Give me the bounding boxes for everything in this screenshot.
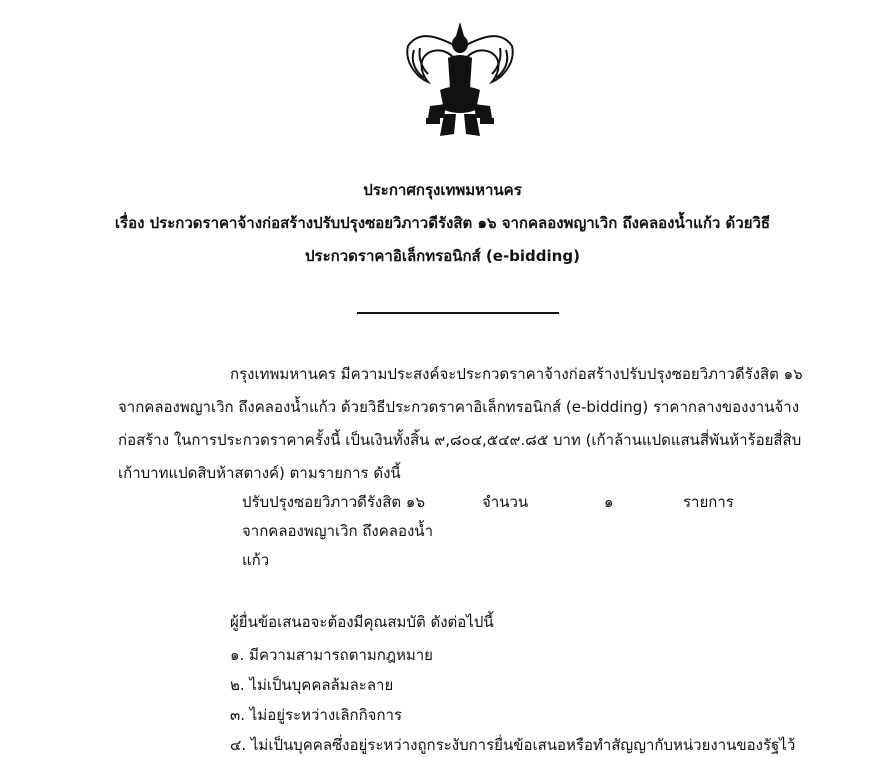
title-divider (357, 312, 559, 314)
item-name-line1: ปรับปรุงซอยวิภาวดีรังสิต ๑๖ (242, 493, 425, 511)
body-line-1: กรุงเทพมหานคร มีความประสงค์จะประกวดราคาจ้างก่อสร้างปรับปรุงซอยวิภาวดีรังสิต ๑๖ (230, 365, 803, 383)
document-issuer: ประกาศกรุงเทพมหานคร (363, 181, 522, 199)
body-line-3: ก่อสร้าง ในการประกวดราคาครั้งนี้ เป็นเงินทั้งสิ้น ๙,๘๐๔,๕๔๙.๘๕ บาท (เก้าล้านแปดแสนสี่พันห้าร้อยสี่สิบ (118, 431, 802, 449)
item-qty-label: จำนวน (482, 493, 529, 511)
item-name-line3: แก้ว (242, 551, 270, 569)
qualifications-heading: ผู้ยื่นข้อเสนอจะต้องมีคุณสมบัติ ดังต่อไปนี้ (230, 613, 494, 631)
garuda-emblem-icon (400, 18, 520, 143)
qualification-item-4: ๔. ไม่เป็นบุคคลซึ่งอยู่ระหว่างถูกระงับการยื่นข้อเสนอหรือทำสัญญากับหน่วยงานของรัฐไว้ (230, 736, 796, 754)
qualification-item-1: ๑. มีความสามารถตามกฎหมาย (230, 646, 433, 664)
document-subject-line2: ประกวดราคาอิเล็กทรอนิกส์ (e-bidding) (305, 247, 580, 265)
item-name-line2: จากคลองพญาเวิก ถึงคลองน้ำ (242, 522, 433, 540)
body-line-2: จากคลองพญาเวิก ถึงคลองน้ำแก้ว ด้วยวิธีประกวดราคาอิเล็กทรอนิกส์ (e-bidding) ราคากลางของงานจ้าง (118, 398, 800, 416)
item-qty: ๑ (604, 493, 614, 511)
qualification-item-3: ๓. ไม่อยู่ระหว่างเลิกกิจการ (230, 706, 403, 724)
item-unit: รายการ (683, 493, 734, 511)
body-line-4: เก้าบาทแปดสิบห้าสตางค์) ตามรายการ ดังนี้ (118, 464, 401, 482)
qualification-item-2: ๒. ไม่เป็นบุคคลล้มละลาย (230, 676, 394, 694)
document-subject-line1: เรื่อง ประกวดราคาจ้างก่อสร้างปรับปรุงซอยวิภาวดีรังสิต ๑๖ จากคลองพญาเวิก ถึงคลองน้ำแก้ว ด้วยวิธี (114, 214, 771, 232)
